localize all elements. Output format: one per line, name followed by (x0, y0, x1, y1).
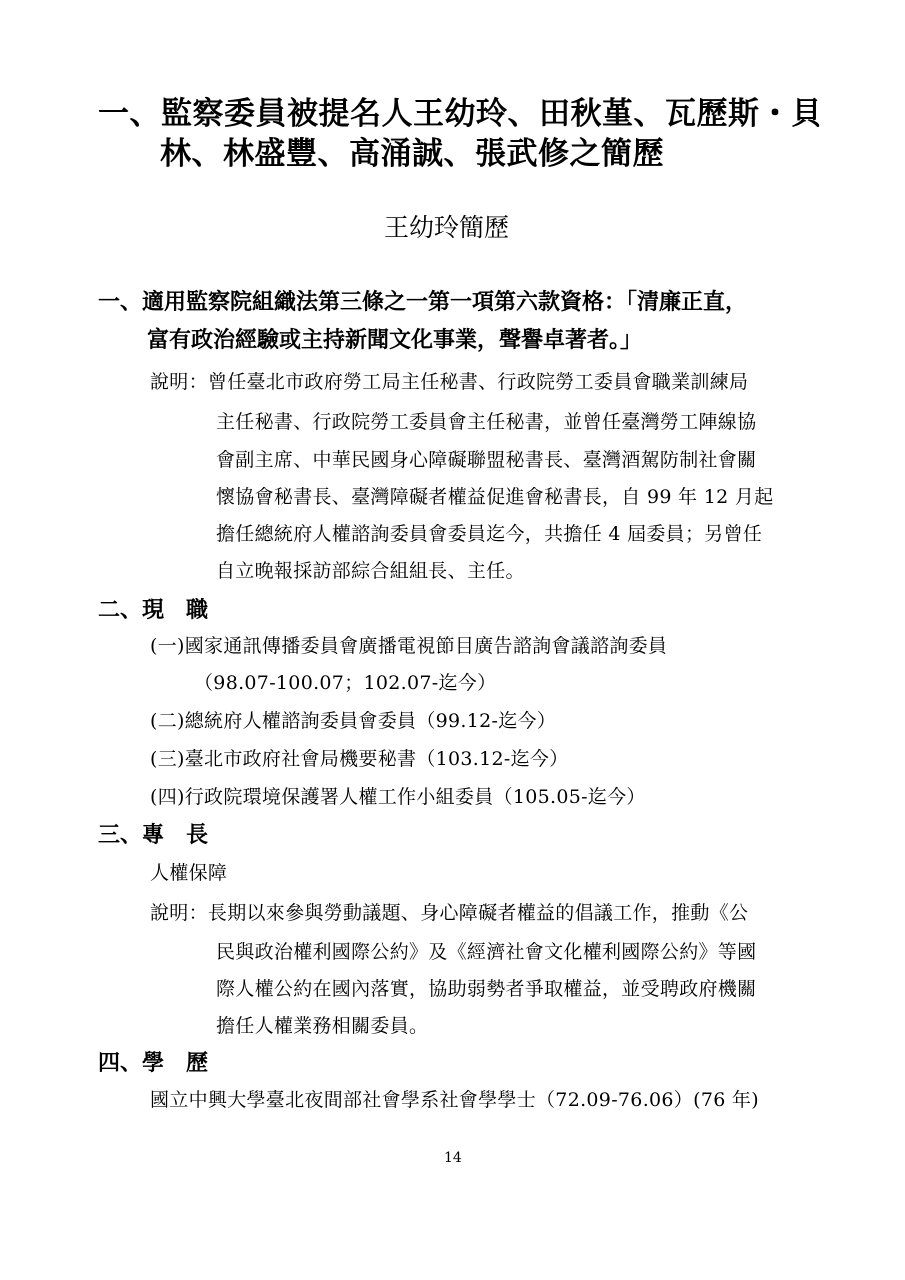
current-position-item: (四)行政院環境保護署人權工作小組委員（105.05-迄今） (150, 786, 646, 808)
qualification-desc-line: 會副主席、中華民國身心障礙聯盟秘書長、臺灣酒駕防制社會關 (216, 449, 757, 471)
qualification-desc-line: 懷協會秘書長、臺灣障礙者權益促進會秘書長，自 99 年 12 月起 (216, 486, 774, 508)
section-qualification-heading-2: 富有政治經驗或主持新聞文化事業，聲譽卓著者。」 (147, 328, 643, 353)
current-position-item: （98.07-100.07；102.07-迄今） (194, 672, 497, 694)
education-item: 國立中興大學臺北夜間部社會學系社會學學士（72.09-76.06）(76 年) (150, 1089, 759, 1111)
current-position-item: (一)國家通訊傳播委員會廣播電視節目廣告諮詢會議諮詢委員 (150, 635, 668, 657)
specialty-desc-line: 民與政治權利國際公約》及《經濟社會文化權利國際公約》等國 (216, 941, 757, 963)
specialty-value: 人權保障 (150, 862, 228, 884)
section-qualification-heading-1: 一、適用監察院組織法第三條之一第一項第六款資格：「清廉正直， (98, 290, 748, 315)
specialty-desc-line: 擔任人權業務相關委員。 (216, 1015, 429, 1037)
document-title-line-1: 一、監察委員被提名人王幼玲、田秋堇、瓦歷斯・貝 (98, 96, 823, 132)
qualification-desc-line: 主任秘書、行政院勞工委員會主任秘書，並曾任臺灣勞工陣線協 (216, 411, 757, 433)
specialty-desc-line: 說明：長期以來參與勞動議題、身心障礙者權益的倡議工作，推動《公 (150, 902, 749, 924)
section-current-position-heading: 二、現 職 (98, 598, 209, 623)
current-position-item: (三)臺北市政府社會局機要秘書（103.12-迄今） (150, 748, 569, 770)
specialty-desc-line: 際人權公約在國內落實，協助弱勢者爭取權益，並受聘政府機關 (216, 978, 757, 1000)
current-position-item: (二)總統府人權諮詢委員會委員（99.12-迄今） (150, 710, 557, 732)
document-title-line-2: 林、林盛豐、高涌誠、張武修之簡歷 (160, 136, 664, 172)
page-number: 14 (444, 1150, 462, 1166)
section-education-heading: 四、學 歷 (98, 1051, 209, 1076)
qualification-desc-line: 自立晚報採訪部綜合組組長、主任。 (216, 560, 525, 582)
section-specialty-heading: 三、專 長 (98, 823, 209, 848)
qualification-desc-line: 說明：曾任臺北市政府勞工局主任秘書、行政院勞工委員會職業訓練局 (150, 371, 749, 393)
bio-subtitle: 王幼玲簡歷 (384, 213, 510, 242)
qualification-desc-line: 擔任總統府人權諮詢委員會委員迄今，共擔任 4 屆委員；另曾任 (216, 523, 763, 545)
